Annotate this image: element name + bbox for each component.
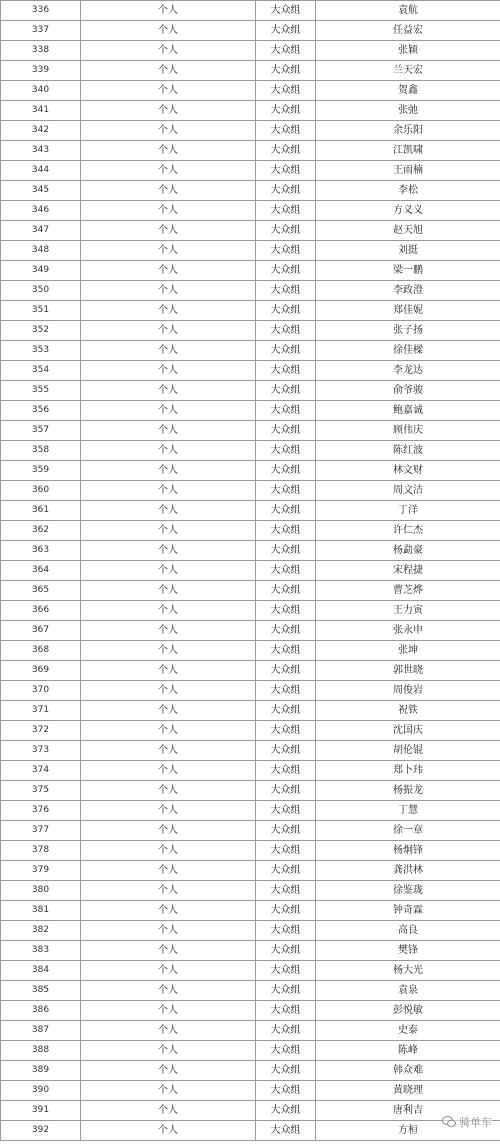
group-name: 大众组 (256, 1, 316, 21)
group-name: 大众组 (256, 121, 316, 141)
table-row (1, 341, 500, 361)
participant-name: 许仁杰 (316, 521, 500, 541)
participant-name: 兰天宏 (316, 61, 500, 81)
participant-name: 黄晓理 (316, 1081, 500, 1101)
participant-name: 李松 (316, 181, 500, 201)
entry-type: 个人 (81, 901, 256, 921)
group-name: 大众组 (256, 241, 316, 261)
row-number: 369 (1, 661, 81, 681)
group-name: 大众组 (256, 621, 316, 641)
table-body (1, 1, 500, 1141)
entry-type: 个人 (81, 201, 256, 221)
table-row (1, 761, 500, 781)
participant-name: 李龙达 (316, 361, 500, 381)
row-number: 338 (1, 41, 81, 61)
row-number: 386 (1, 1001, 81, 1021)
entry-type: 个人 (81, 281, 256, 301)
entry-type: 个人 (81, 781, 256, 801)
entry-type: 个人 (81, 981, 256, 1001)
participant-name: 龚洪林 (316, 861, 500, 881)
group-name: 大众组 (256, 1021, 316, 1041)
table-row (1, 941, 500, 961)
participant-name: 袁航 (316, 1, 500, 21)
group-name: 大众组 (256, 361, 316, 381)
participant-name: 周文洁 (316, 481, 500, 501)
group-name: 大众组 (256, 381, 316, 401)
group-name: 大众组 (256, 641, 316, 661)
group-name: 大众组 (256, 421, 316, 441)
participant-name: 杨大光 (316, 961, 500, 981)
row-number: 381 (1, 901, 81, 921)
group-name: 大众组 (256, 161, 316, 181)
entry-type: 个人 (81, 961, 256, 981)
entry-type: 个人 (81, 221, 256, 241)
entry-type: 个人 (81, 261, 256, 281)
participant-name: 李政澄 (316, 281, 500, 301)
row-number: 372 (1, 721, 81, 741)
participant-name: 梁一鹏 (316, 261, 500, 281)
entry-type: 个人 (81, 181, 256, 201)
participant-name: 赵天旭 (316, 221, 500, 241)
table-row (1, 881, 500, 901)
row-number: 346 (1, 201, 81, 221)
row-number: 340 (1, 81, 81, 101)
entry-type: 个人 (81, 461, 256, 481)
row-number: 370 (1, 681, 81, 701)
participant-name: 郑卜玮 (316, 761, 500, 781)
row-number: 388 (1, 1041, 81, 1061)
row-number: 379 (1, 861, 81, 881)
group-name: 大众组 (256, 21, 316, 41)
group-name: 大众组 (256, 521, 316, 541)
group-name: 大众组 (256, 41, 316, 61)
group-name: 大众组 (256, 541, 316, 561)
entry-type: 个人 (81, 441, 256, 461)
table-row (1, 601, 500, 621)
row-number: 359 (1, 461, 81, 481)
participant-name: 周俊岩 (316, 681, 500, 701)
group-name: 大众组 (256, 1061, 316, 1081)
table-row (1, 621, 500, 641)
row-number: 371 (1, 701, 81, 721)
group-name: 大众组 (256, 61, 316, 81)
group-name: 大众组 (256, 901, 316, 921)
participant-name: 胡伦锟 (316, 741, 500, 761)
row-number: 337 (1, 21, 81, 41)
table-row (1, 921, 500, 941)
row-number: 341 (1, 101, 81, 121)
group-name: 大众组 (256, 221, 316, 241)
table-row (1, 1021, 500, 1041)
participant-name: 张坤 (316, 641, 500, 661)
table-row (1, 141, 500, 161)
entry-type: 个人 (81, 921, 256, 941)
entry-type: 个人 (81, 81, 256, 101)
participant-name: 樊锋 (316, 941, 500, 961)
entry-type: 个人 (81, 481, 256, 501)
group-name: 大众组 (256, 301, 316, 321)
entry-type: 个人 (81, 601, 256, 621)
group-name: 大众组 (256, 781, 316, 801)
table-row (1, 981, 500, 1001)
entry-type: 个人 (81, 421, 256, 441)
table-row (1, 1001, 500, 1021)
participant-name: 贺鑫 (316, 81, 500, 101)
group-name: 大众组 (256, 561, 316, 581)
group-name: 大众组 (256, 981, 316, 1001)
table-row (1, 721, 500, 741)
entry-type: 个人 (81, 1081, 256, 1101)
table-row (1, 501, 500, 521)
row-number: 364 (1, 561, 81, 581)
table-row (1, 541, 500, 561)
entry-type: 个人 (81, 941, 256, 961)
row-number: 382 (1, 921, 81, 941)
row-number: 354 (1, 361, 81, 381)
table-row (1, 181, 500, 201)
group-name: 大众组 (256, 881, 316, 901)
group-name: 大众组 (256, 921, 316, 941)
participant-name: 王雨楠 (316, 161, 500, 181)
group-name: 大众组 (256, 741, 316, 761)
group-name: 大众组 (256, 821, 316, 841)
row-number: 347 (1, 221, 81, 241)
entry-type: 个人 (81, 741, 256, 761)
row-number: 352 (1, 321, 81, 341)
row-number: 350 (1, 281, 81, 301)
watermark (442, 1114, 492, 1130)
group-name: 大众组 (256, 1001, 316, 1021)
group-name: 大众组 (256, 101, 316, 121)
entry-type: 个人 (81, 121, 256, 141)
table-row (1, 101, 500, 121)
group-name: 大众组 (256, 1081, 316, 1101)
group-name: 大众组 (256, 141, 316, 161)
table-row (1, 961, 500, 981)
participant-name: 任益宏 (316, 21, 500, 41)
table-row (1, 121, 500, 141)
row-number: 380 (1, 881, 81, 901)
row-number: 349 (1, 261, 81, 281)
participant-name: 江凯啸 (316, 141, 500, 161)
group-name: 大众组 (256, 1041, 316, 1061)
row-number: 356 (1, 401, 81, 421)
group-name: 大众组 (256, 941, 316, 961)
entry-type: 个人 (81, 101, 256, 121)
entry-type: 个人 (81, 821, 256, 841)
row-number: 383 (1, 941, 81, 961)
entry-type: 个人 (81, 21, 256, 41)
row-number: 348 (1, 241, 81, 261)
row-number: 360 (1, 481, 81, 501)
row-number: 336 (1, 1, 81, 21)
entry-type: 个人 (81, 801, 256, 821)
participant-name: 张永申 (316, 621, 500, 641)
entry-type: 个人 (81, 661, 256, 681)
row-number: 342 (1, 121, 81, 141)
table-row (1, 681, 500, 701)
group-name: 大众组 (256, 501, 316, 521)
entry-type: 个人 (81, 761, 256, 781)
participant-name: 余乐阳 (316, 121, 500, 141)
entry-type: 个人 (81, 701, 256, 721)
table-row (1, 301, 500, 321)
entry-type: 个人 (81, 1101, 256, 1121)
table-row (1, 861, 500, 881)
participant-name: 郑佳妮 (316, 301, 500, 321)
participant-name: 顾伟庆 (316, 421, 500, 441)
group-name: 大众组 (256, 721, 316, 741)
participant-name: 王力寅 (316, 601, 500, 621)
row-number: 375 (1, 781, 81, 801)
row-number: 367 (1, 621, 81, 641)
table-row (1, 701, 500, 721)
table-row (1, 201, 500, 221)
table-row (1, 1061, 500, 1081)
participant-name: 方桓 (316, 1121, 500, 1141)
table-row (1, 481, 500, 501)
table-row (1, 61, 500, 81)
group-name: 大众组 (256, 1121, 316, 1141)
table-row (1, 801, 500, 821)
group-name: 大众组 (256, 441, 316, 461)
entry-type: 个人 (81, 141, 256, 161)
participant-name: 曹芝烨 (316, 581, 500, 601)
table-row (1, 641, 500, 661)
participant-name: 宋程捷 (316, 561, 500, 581)
participant-name: 俞爷骏 (316, 381, 500, 401)
group-name: 大众组 (256, 341, 316, 361)
table-row (1, 1, 500, 21)
group-name: 大众组 (256, 1101, 316, 1121)
entry-type: 个人 (81, 1121, 256, 1141)
entry-type: 个人 (81, 161, 256, 181)
table-row (1, 281, 500, 301)
row-number: 366 (1, 601, 81, 621)
group-name: 大众组 (256, 961, 316, 981)
row-number: 344 (1, 161, 81, 181)
group-name: 大众组 (256, 861, 316, 881)
group-name: 大众组 (256, 841, 316, 861)
table-row (1, 261, 500, 281)
entry-type: 个人 (81, 681, 256, 701)
participant-name: 韩众难 (316, 1061, 500, 1081)
row-number: 339 (1, 61, 81, 81)
participant-name: 史泰 (316, 1021, 500, 1041)
entry-type: 个人 (81, 1041, 256, 1061)
table-row (1, 1101, 500, 1121)
participant-name: 张弛 (316, 101, 500, 121)
table-row (1, 1081, 500, 1101)
group-name: 大众组 (256, 81, 316, 101)
participant-name: 张子扬 (316, 321, 500, 341)
table-row (1, 401, 500, 421)
table-row (1, 361, 500, 381)
entry-type: 个人 (81, 541, 256, 561)
participant-name: 沈国庆 (316, 721, 500, 741)
participant-name: 丁慧 (316, 801, 500, 821)
participant-name: 唐利吉 (316, 1101, 500, 1121)
table-row (1, 321, 500, 341)
entry-type: 个人 (81, 1001, 256, 1021)
table-row (1, 561, 500, 581)
row-number: 365 (1, 581, 81, 601)
row-number: 385 (1, 981, 81, 1001)
group-name: 大众组 (256, 201, 316, 221)
participant-name: 方义义 (316, 201, 500, 221)
entry-type: 个人 (81, 61, 256, 81)
table-row (1, 521, 500, 541)
table-row (1, 821, 500, 841)
row-number: 355 (1, 381, 81, 401)
participant-name: 袁泉 (316, 981, 500, 1001)
row-number: 345 (1, 181, 81, 201)
table-row (1, 161, 500, 181)
group-name: 大众组 (256, 181, 316, 201)
participant-name: 徐一章 (316, 821, 500, 841)
group-name: 大众组 (256, 281, 316, 301)
table-row (1, 901, 500, 921)
row-number: 392 (1, 1121, 81, 1141)
table-row (1, 241, 500, 261)
participant-name: 钟奇霖 (316, 901, 500, 921)
row-number: 389 (1, 1061, 81, 1081)
table-row (1, 741, 500, 761)
entry-type: 个人 (81, 1021, 256, 1041)
participant-name: 刘挺 (316, 241, 500, 261)
group-name: 大众组 (256, 481, 316, 501)
entry-type: 个人 (81, 381, 256, 401)
participant-name: 高良 (316, 921, 500, 941)
table-row (1, 1121, 500, 1141)
row-number: 343 (1, 141, 81, 161)
row-number: 362 (1, 521, 81, 541)
row-number: 391 (1, 1101, 81, 1121)
participant-name: 杨勐豪 (316, 541, 500, 561)
participant-name: 郭世晓 (316, 661, 500, 681)
table-row (1, 41, 500, 61)
row-number: 387 (1, 1021, 81, 1041)
entry-type: 个人 (81, 841, 256, 861)
entry-type: 个人 (81, 881, 256, 901)
participant-name: 徐佳樑 (316, 341, 500, 361)
group-name: 大众组 (256, 681, 316, 701)
row-number: 390 (1, 1081, 81, 1101)
entry-type: 个人 (81, 721, 256, 741)
entry-type: 个人 (81, 401, 256, 421)
row-number: 368 (1, 641, 81, 661)
entry-type: 个人 (81, 1, 256, 21)
row-number: 376 (1, 801, 81, 821)
table-row (1, 661, 500, 681)
table-row (1, 221, 500, 241)
row-number: 361 (1, 501, 81, 521)
entry-type: 个人 (81, 321, 256, 341)
group-name: 大众组 (256, 261, 316, 281)
participant-name: 林文财 (316, 461, 500, 481)
table-row (1, 781, 500, 801)
table-row (1, 381, 500, 401)
entry-type: 个人 (81, 561, 256, 581)
group-name: 大众组 (256, 581, 316, 601)
entry-type: 个人 (81, 501, 256, 521)
table-row (1, 581, 500, 601)
table-row (1, 441, 500, 461)
wechat-icon (442, 1116, 456, 1128)
group-name: 大众组 (256, 461, 316, 481)
entry-type: 个人 (81, 861, 256, 881)
table-row (1, 461, 500, 481)
group-name: 大众组 (256, 801, 316, 821)
row-number: 363 (1, 541, 81, 561)
table-row (1, 21, 500, 41)
entry-type: 个人 (81, 521, 256, 541)
participant-name: 徐鉴珑 (316, 881, 500, 901)
row-number: 374 (1, 761, 81, 781)
group-name: 大众组 (256, 761, 316, 781)
row-number: 358 (1, 441, 81, 461)
participant-name: 祝铁 (316, 701, 500, 721)
participant-name: 鲍嘉诚 (316, 401, 500, 421)
group-name: 大众组 (256, 661, 316, 681)
entry-type: 个人 (81, 41, 256, 61)
row-number: 377 (1, 821, 81, 841)
participant-name: 杨振龙 (316, 781, 500, 801)
row-number: 373 (1, 741, 81, 761)
entry-type: 个人 (81, 621, 256, 641)
table-row (1, 1041, 500, 1061)
entry-type: 个人 (81, 241, 256, 261)
group-name: 大众组 (256, 701, 316, 721)
entry-type: 个人 (81, 361, 256, 381)
row-number: 357 (1, 421, 81, 441)
group-name: 大众组 (256, 321, 316, 341)
participant-name: 陈峰 (316, 1041, 500, 1061)
group-name: 大众组 (256, 601, 316, 621)
row-number: 378 (1, 841, 81, 861)
participant-name: 陈红波 (316, 441, 500, 461)
watermark-text: 骑单车 (459, 1116, 492, 1129)
entry-type: 个人 (81, 641, 256, 661)
participant-name: 彭悦敏 (316, 1001, 500, 1021)
entry-type: 个人 (81, 341, 256, 361)
row-number: 351 (1, 301, 81, 321)
participant-name: 张颖 (316, 41, 500, 61)
row-number: 384 (1, 961, 81, 981)
table-row (1, 841, 500, 861)
participant-name: 杨炯锋 (316, 841, 500, 861)
group-name: 大众组 (256, 401, 316, 421)
entry-type: 个人 (81, 581, 256, 601)
table-row (1, 81, 500, 101)
entry-type: 个人 (81, 1061, 256, 1081)
participant-name: 丁洋 (316, 501, 500, 521)
entry-type: 个人 (81, 301, 256, 321)
table-row (1, 421, 500, 441)
row-number: 353 (1, 341, 81, 361)
